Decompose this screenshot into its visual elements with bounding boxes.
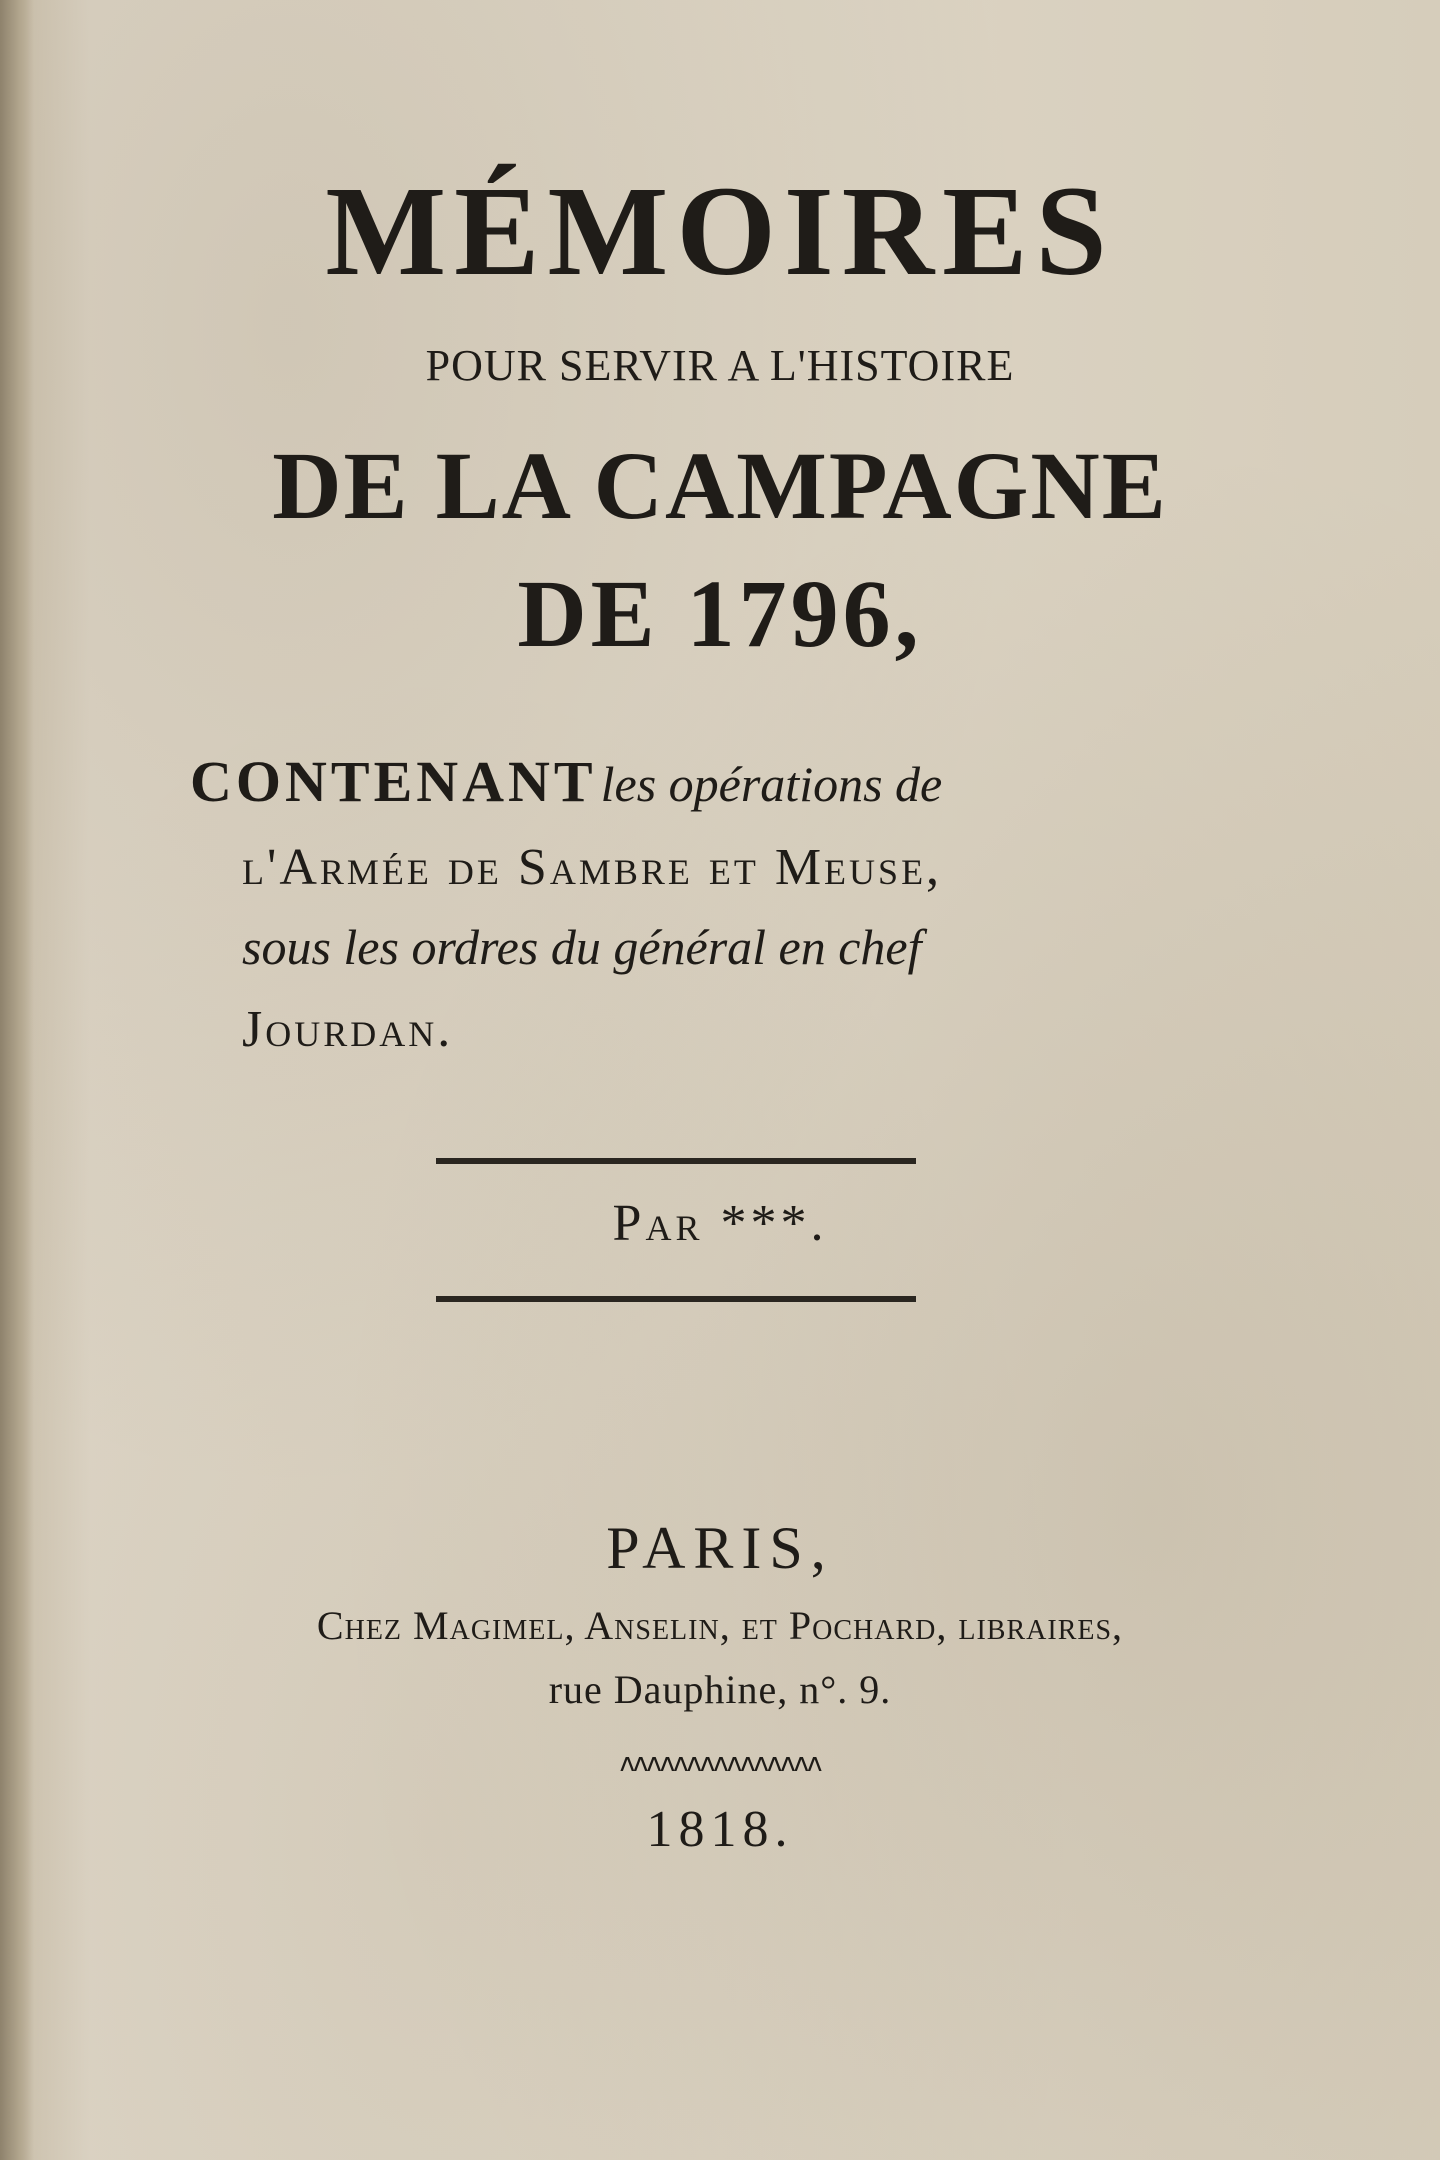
divider-rule-bottom xyxy=(436,1296,916,1302)
divider-rule-top xyxy=(436,1158,916,1164)
description-text: les opérations de xyxy=(600,756,943,812)
author-line: Par ***. xyxy=(612,1195,828,1252)
book-title: MÉMOIRES xyxy=(325,160,1115,302)
imprint-address: rue Dauphine, n°. 9. xyxy=(548,1667,892,1712)
description-line-1 xyxy=(190,748,942,815)
book-title-year: DE 1796, xyxy=(517,560,923,667)
imprint-city: PARIS, xyxy=(606,1515,834,1581)
description-general: Jourdan. xyxy=(242,1001,454,1058)
book-title-campaign: DE LA CAMPAGNE xyxy=(272,432,1168,539)
description-lead: CONTENANT xyxy=(190,749,597,814)
imprint-publisher: Chez Magimel, Anselin, et Pochard, libraires, xyxy=(316,1603,1124,1648)
description-command: sous les ordres du général en chef xyxy=(242,919,922,975)
description-army: l'Armée de Sambre et Meuse, xyxy=(242,839,943,896)
imprint-year: 1818. xyxy=(646,1801,794,1858)
book-subtitle: POUR SERVIR A L'HISTOIRE xyxy=(425,341,1015,390)
ornament-rule: ʌʌʌʌʌʌʌʌʌʌʌʌʌʌʌ xyxy=(619,1748,821,1778)
